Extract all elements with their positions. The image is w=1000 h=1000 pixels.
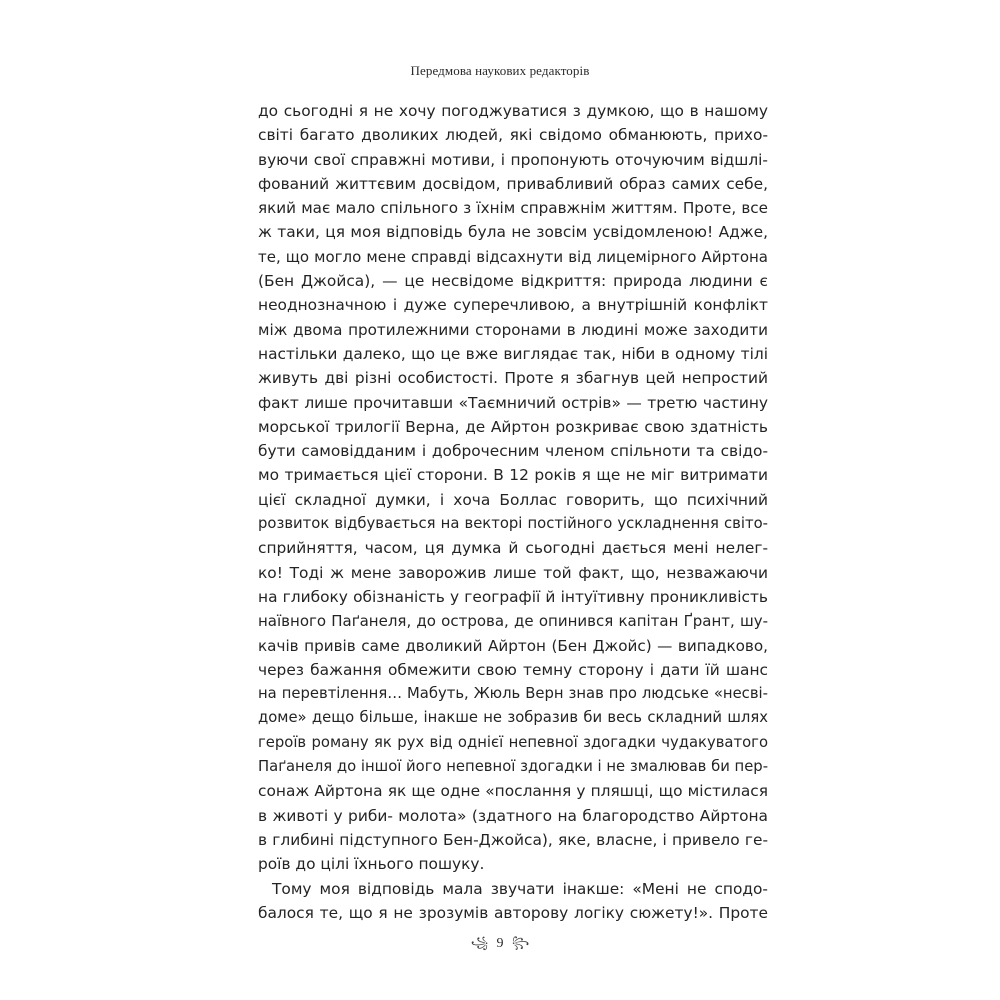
text-line: який має мало спільного з їхнім справжнім життям. Проте, все <box>258 199 768 218</box>
text-line: бути самовідданим і доброчесним членом спільноти та свідо- <box>258 442 768 461</box>
ornament-right-icon: ꧂ <box>512 937 530 949</box>
text-line: героїв роману як рух від однієї непевної здогадки чудакуватого <box>258 733 768 751</box>
text-line: те, що могло мене справді відсахнути від лицемірного Айртона <box>258 247 768 266</box>
text-line: наївного Паґанеля, до острова, де опинився капітан Ґрант, шу- <box>258 612 768 631</box>
text-line: на глибоку обізнаність у географії й інтуїтивну проникливість <box>258 587 768 606</box>
text-line: цієї складної думки, і хоча Боллас говорить, що психічний <box>258 490 768 509</box>
text-line: ж таки, ця моя відповідь була не зовсім усвідомленою! Адже, <box>258 223 768 242</box>
text-line: факт лише прочитавши «Таємничий острів» — третю частину <box>258 393 768 412</box>
text-line: сприйняття, часом, ця думка й сьогодні дається мені нелег- <box>258 539 768 558</box>
text-line: сонаж Айртона як ще одне «послання у пляшці, що містилася <box>258 782 768 801</box>
text-line: між двома протилежними сторонами в людині може заходити <box>258 320 768 339</box>
text-line: ко! Тоді ж мене заворожив лише той факт, що, незважаючи <box>258 563 768 582</box>
text-line: розвиток відбувається на векторі постійного ускладнення світо- <box>258 515 768 533</box>
text-line: світі багато дволиких людей, які свідомо обманюють, прихо- <box>258 126 768 145</box>
paragraph-end-line: роїв до цілі їхнього пошуку. <box>258 855 485 874</box>
text-line: качів привів саме дволикий Айртон (Бен Джойс) — випадково, <box>258 636 768 655</box>
text-line: Паґанеля до іншої його непевної здогадки і не змалював би пер- <box>258 758 769 776</box>
text-line: доме» дещо більше, інакше не зобразив би весь складний шлях <box>258 709 768 727</box>
text-line: морської трилогії Верна, де Айртон розкриває свою здатність <box>258 417 768 436</box>
text-line: настільки далеко, що це вже виглядає так, ніби в одному тілі <box>258 344 768 363</box>
text-line: фований життєвим досвідом, привабливий образ самих себе, <box>258 174 768 193</box>
text-line: в глибині підступного Бен-Джойса), яке, власне, і привело ге- <box>258 830 768 849</box>
text-line: живуть дві різні особистості. Проте я збагнув цей непростий <box>258 369 768 388</box>
text-line: на перевтілення… Мабуть, Жюль Верн знав про людське «несві- <box>258 685 768 703</box>
text-line: балося те, що я не зрозумів авторову логіку сюжету!». Проте <box>258 903 768 922</box>
text-line: в животі у риби- молота» (здатного на благородство Айртона <box>258 806 768 825</box>
text-line: до сьогодні я не хочу погоджуватися з думкою, що в нашому <box>258 102 768 120</box>
text-line: (Бен Джойса), — це несвідоме відкриття: природа людини є <box>258 272 768 291</box>
paragraph-start-line: Тому моя відповідь мала звучати інакше: «Мені не сподо- <box>272 879 768 898</box>
text-line: мо тримається цієї сторони. В 12 років я ще не міг витримати <box>258 466 768 485</box>
text-line: неоднозначною і дуже суперечливою, а внутрішній конфлікт <box>258 296 768 315</box>
text-line: вуючи свої справжні мотиви, і пропонують оточуючим відшлі- <box>258 150 768 169</box>
ornament-left-icon: ꧁ <box>470 937 488 949</box>
body-text <box>258 99 768 925</box>
running-head: Передмова наукових редакторів <box>410 63 590 78</box>
text-line: через бажання обмежити свою темну сторону і дати їй шанс <box>258 660 768 679</box>
page-folio <box>0 935 1000 957</box>
page-number: 9 <box>496 936 504 951</box>
